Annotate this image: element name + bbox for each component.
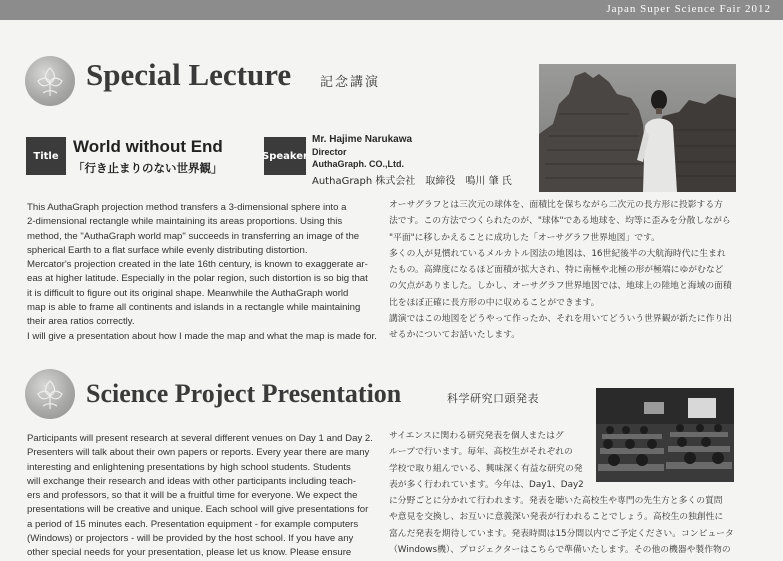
lecture-body-jp: オーサグラフとは三次元の球体を、面積比を保ちながら二次元の長方形に投影する方 法です。この方法でつくられたのが、"球体"である地球を、均等に歪みを分散しながら "平面"に移しかえることに成功した「オーサグラフ世界地図」です。 多くの人が見慣れているメルカトル図法の地図は、16世紀後半の大航海時代に生まれ たもの。高緯度になるほど面積が拡大され、特に南極や北極の形が極端にゆがむなど の欠点がありました。しかし、オーサグラフ世界地図では、地球上の陸地と海域の面積 比をほぼ正確に長方形の中に収めることができます。 講演ではこの地図をどうやって作ったか、それを用いてどういう世界観が新たに作り出 せるかについてお話いたします。 — [389, 200, 733, 341]
title-tag: Title — [26, 137, 66, 175]
classroom-photo — [596, 388, 734, 482]
special-lecture-heading: Special Lecture — [86, 57, 292, 92]
science-body-en: Participants will present research at several different venues on Day 1 and Day 2. Presenters will talk about their own papers or reports. Every year there are many interesting and enlightening presentations by high school students. Students will exchange their research and ideas with other participants including teach- ers and professors, so that it will be a fruitful time for everyone. We expect the presentations will be creative and unique. Each school will give presentations for a period of 15 minutes each. Presentation equipment - for example computers (Windows) or projectors - will be provided by the host school. If you have any other special needs for your presentation, please let us know. Please ensure — [27, 433, 373, 559]
speaker-org: AuthaGraph. CO.,Ltd. — [312, 159, 404, 169]
speaker-jp: AuthaGraph 株式会社 取締役 鳴川 肇 氏 — [312, 176, 512, 187]
speaker-tag: Speaker — [264, 137, 306, 175]
lecture-body-en: This AuthaGraph projection method transfers a 3-dimensional sphere into a 2-dimensional rectangle while maintaining its areas proportions. Using this method, the "AuthaGraph world map" succeeds in transferring an image of the spherical Earth to a flat surface while evenly distributing distortion. Mercator's projection created in the late 16th century, is known to exaggerate ar- eas at higher latitude. Especially in the polar region, such distortion is so big that it is difficult to figure out its original shape. Meanwhile the AuthaGraph world map is able to frame all continents and islands in a rectangle while maintaining their area ratios correctly. I will give a presentation about how I made the map and what the map is made for. — [27, 202, 377, 342]
science-project-heading-jp: 科学研究口頭発表 — [447, 392, 539, 405]
special-lecture-heading-jp: 記念講演 — [320, 75, 381, 90]
speaker-role: Director — [312, 147, 347, 157]
science-emblem-icon — [25, 369, 75, 419]
lecture-title-jp: 「行き止まりのない世界観」 — [73, 161, 223, 175]
science-body-jp-narrow: サイエンスに関わる研究発表を個人またはグ ループで行います。毎年、高校生がそれぞれの 学校で取り組んでいる、興味深く有益な研究の発 表が多く行われています。今年は、Day1、Day2 — [389, 431, 584, 490]
speaker-photo — [539, 64, 736, 192]
lecture-emblem-icon — [25, 56, 75, 106]
fair-name: Japan Super Science Fair 2012 — [606, 3, 771, 15]
science-body-jp-wide: に分野ごとに分かれて行われます。発表を聴いた高校生や専門の先生方と多くの質問 や意見を交換し、お互いに意義深い発表が行われることでしょう。高校生の独創性に 富んだ発表を期待しています。発表時間は15分間以内でご予定ください。コンピュータ （Windows機）、プロジェクターはこちらで準備いたします。その他の機器や製作物の — [389, 496, 734, 555]
header-bar — [0, 0, 783, 20]
speaker-name: Mr. Hajime Narukawa — [312, 134, 413, 145]
science-project-heading: Science Project Presentation — [86, 379, 402, 408]
lecture-title: World without End — [73, 137, 223, 156]
